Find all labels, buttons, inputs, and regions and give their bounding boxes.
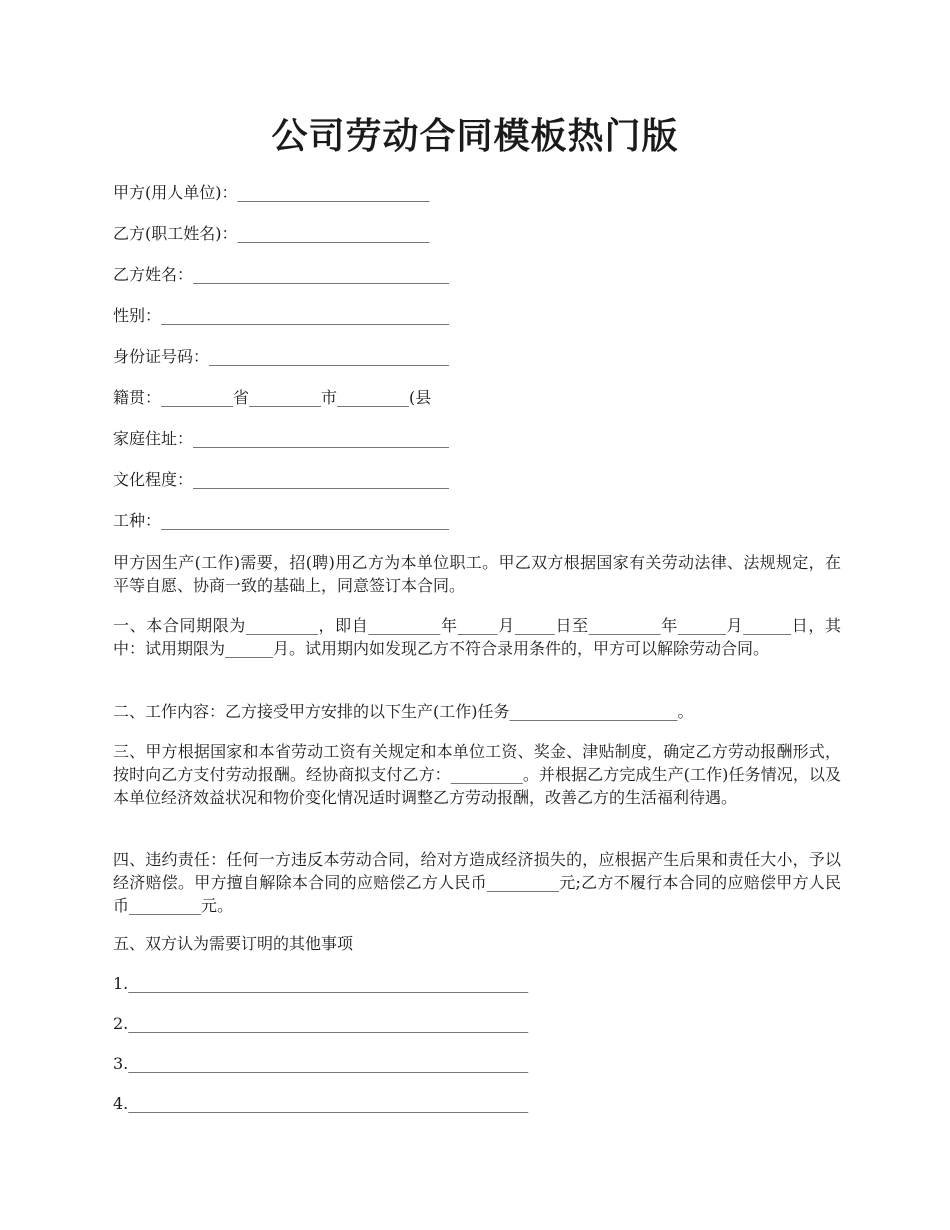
field-native-place: 籍贯：_________省_________市_________(县: [113, 388, 432, 407]
field-home-address: 家庭住址：________________________________: [113, 429, 450, 448]
clause-3-pay: 三、甲方根据国家和本省劳动工资有关规定和本单位工资、奖金、津贴制度，确定乙方劳动报酬形式，按时向乙方支付劳动报酬。经协商拟支付乙方：_________。并根据乙方完成生产(工作)任务情况，以及本单位经济效益状况和物价变化情况适时调整乙方劳动报酬，改善乙方的生活福利待遇。: [113, 742, 841, 807]
other-item-2: 2.__________________________________________________: [113, 1014, 529, 1033]
field-employer: 甲方(用人单位)：________________________: [113, 183, 430, 202]
field-id-number: 身份证号码：______________________________: [113, 347, 450, 366]
field-employee: 乙方(职工姓名)：________________________: [113, 224, 430, 243]
field-job-type: 工种：____________________________________: [113, 511, 450, 530]
clause-1-term: 一、本合同期限为_________，即自_________年_____月_____日至_________年______月______日，其中：试用期限为______月。试用期内如发现乙方不符合录用条件的，甲方可以解除劳动合同。: [113, 616, 841, 658]
other-item-3: 3.__________________________________________________: [113, 1054, 529, 1073]
clause-5-other: 五、双方认为需要订明的其他事项: [113, 934, 354, 953]
other-item-4: 4.__________________________________________________: [113, 1094, 529, 1113]
document-title: 公司劳动合同模板热门版: [271, 115, 679, 157]
intro-paragraph: 甲方因生产(工作)需要，招(聘)用乙方为本单位职工。甲乙双方根据国家有关劳动法律、法规规定，在平等自愿、协商一致的基础上，同意签订本合同。: [113, 553, 841, 595]
clause-2-work: 二、工作内容：乙方接受甲方安排的以下生产(工作)任务_____________________。: [113, 702, 694, 721]
field-employee-name: 乙方姓名：________________________________: [113, 265, 450, 284]
other-item-1: 1.__________________________________________________: [113, 974, 529, 993]
field-education: 文化程度：________________________________: [113, 470, 450, 489]
field-gender: 性别：____________________________________: [113, 306, 450, 325]
clause-4-liability: 四、违约责任：任何一方违反本劳动合同，给对方造成经济损失的，应根据产生后果和责任大小，予以经济赔偿。甲方擅自解除本合同的应赔偿乙方人民币_________元;乙方不履行本合同的应赔偿甲方人民币_________元。: [113, 850, 841, 915]
